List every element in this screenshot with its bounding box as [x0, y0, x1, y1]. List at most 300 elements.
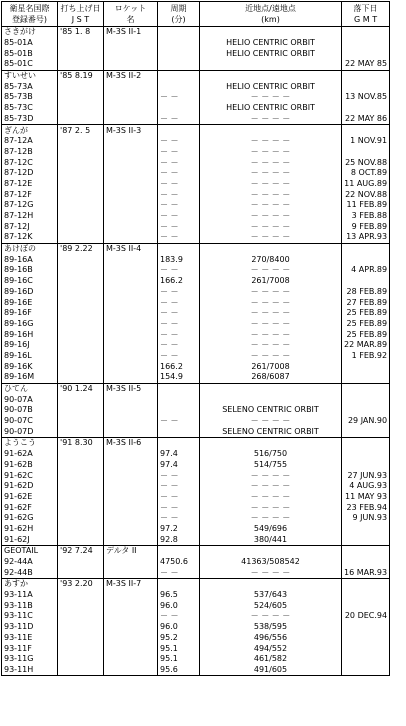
cell-decay-date	[342, 600, 390, 611]
cell-launch-date	[58, 136, 104, 147]
cell-decay-date: 22 MAY 85	[342, 59, 390, 70]
cell-launch-date	[58, 361, 104, 372]
cell-period	[158, 546, 200, 557]
cell-decay-date: 22 NOV.88	[342, 189, 390, 200]
cell-rocket	[104, 567, 158, 578]
cell-decay-date	[342, 524, 390, 535]
cell-decay-date	[342, 590, 390, 601]
cell-decay-date	[342, 426, 390, 437]
cell-rocket	[104, 297, 158, 308]
cell-satellite-name: ひてん	[2, 383, 58, 394]
cell-launch-date	[58, 449, 104, 460]
table-row	[2, 394, 390, 405]
cell-perigee-apogee: － － － －	[200, 136, 342, 147]
cell-rocket	[104, 643, 158, 654]
cell-perigee-apogee: 380/441	[200, 534, 342, 545]
cell-decay-date: 29 JAN.90	[342, 416, 390, 427]
cell-satellite-name: 91-62H	[2, 524, 58, 535]
cell-period: － －	[158, 221, 200, 232]
table-row	[2, 265, 390, 276]
cell-launch-date	[58, 492, 104, 503]
table-body	[2, 27, 390, 676]
table-row	[2, 136, 390, 147]
cell-launch-date	[58, 189, 104, 200]
cell-period: 166.2	[158, 361, 200, 372]
table-row	[2, 513, 390, 524]
cell-rocket: M-3S II-2	[104, 70, 158, 81]
cell-satellite-name: さきがけ	[2, 27, 58, 38]
cell-launch-date	[58, 157, 104, 168]
cell-launch-date	[58, 200, 104, 211]
table-row	[2, 157, 390, 168]
cell-rocket	[104, 481, 158, 492]
cell-decay-date: 22 MAR.89	[342, 340, 390, 351]
cell-decay-date: 13 NOV.85	[342, 92, 390, 103]
cell-period: 4750.6	[158, 557, 200, 568]
cell-launch-date	[58, 502, 104, 513]
header-period: 周期 (分)	[158, 2, 200, 27]
table-row	[2, 179, 390, 190]
cell-rocket	[104, 59, 158, 70]
cell-decay-date: 4 APR.89	[342, 265, 390, 276]
cell-rocket	[104, 611, 158, 622]
cell-period	[158, 405, 200, 416]
cell-decay-date	[342, 534, 390, 545]
cell-satellite-name: 91-62J	[2, 534, 58, 545]
cell-satellite-name: 91-62C	[2, 470, 58, 481]
cell-launch-date	[58, 168, 104, 179]
table-row	[2, 524, 390, 535]
table-row	[2, 319, 390, 330]
cell-decay-date: 25 FEB.89	[342, 308, 390, 319]
cell-satellite-name: 89-16H	[2, 329, 58, 340]
cell-satellite-name: 85-73B	[2, 92, 58, 103]
cell-decay-date	[342, 665, 390, 676]
cell-period	[158, 579, 200, 590]
cell-rocket	[104, 460, 158, 471]
table-row	[2, 557, 390, 568]
cell-launch-date	[58, 221, 104, 232]
cell-rocket	[104, 600, 158, 611]
cell-period: － －	[158, 157, 200, 168]
cell-rocket: M-3S II-1	[104, 27, 158, 38]
cell-decay-date	[342, 449, 390, 460]
cell-satellite-name: 93-11E	[2, 633, 58, 644]
cell-period: － －	[158, 513, 200, 524]
cell-rocket: M-3S II-5	[104, 383, 158, 394]
cell-period: － －	[158, 200, 200, 211]
cell-decay-date: 11 MAY 93	[342, 492, 390, 503]
table-row	[2, 211, 390, 222]
cell-satellite-name: 93-11B	[2, 600, 58, 611]
cell-period: － －	[158, 211, 200, 222]
cell-satellite-name: 90-07A	[2, 394, 58, 405]
cell-perigee-apogee: － － － －	[200, 297, 342, 308]
table-row	[2, 579, 390, 590]
cell-decay-date: 13 APR.93	[342, 232, 390, 243]
cell-perigee-apogee: － － － －	[200, 232, 342, 243]
cell-satellite-name: 85-01B	[2, 48, 58, 59]
cell-launch-date	[58, 114, 104, 125]
table-row	[2, 546, 390, 557]
cell-perigee-apogee: － － － －	[200, 221, 342, 232]
cell-launch-date	[58, 81, 104, 92]
table-row	[2, 449, 390, 460]
cell-rocket: M-3S II-7	[104, 579, 158, 590]
cell-satellite-name: 91-62A	[2, 449, 58, 460]
cell-perigee-apogee	[200, 383, 342, 394]
cell-decay-date	[342, 622, 390, 633]
cell-rocket	[104, 189, 158, 200]
cell-rocket	[104, 351, 158, 362]
cell-rocket	[104, 534, 158, 545]
cell-perigee-apogee: 549/696	[200, 524, 342, 535]
table-row	[2, 502, 390, 513]
cell-satellite-name: GEOTAIL	[2, 546, 58, 557]
table-row	[2, 221, 390, 232]
cell-satellite-name: 92-44A	[2, 557, 58, 568]
cell-decay-date	[342, 254, 390, 265]
cell-launch-date	[58, 600, 104, 611]
cell-period: － －	[158, 189, 200, 200]
cell-launch-date	[58, 416, 104, 427]
cell-perigee-apogee: － － － －	[200, 481, 342, 492]
table-row	[2, 460, 390, 471]
cell-decay-date: 3 FEB.88	[342, 211, 390, 222]
table-row	[2, 416, 390, 427]
cell-launch-date	[58, 590, 104, 601]
cell-rocket	[104, 81, 158, 92]
cell-launch-date	[58, 534, 104, 545]
cell-perigee-apogee: 41363/508542	[200, 557, 342, 568]
cell-satellite-name: 89-16C	[2, 276, 58, 287]
cell-decay-date: 20 DEC.94	[342, 611, 390, 622]
table-row	[2, 168, 390, 179]
cell-perigee-apogee: － － － －	[200, 287, 342, 298]
cell-period	[158, 48, 200, 59]
cell-period: － －	[158, 567, 200, 578]
cell-satellite-name: 87-12A	[2, 136, 58, 147]
cell-perigee-apogee: － － － －	[200, 513, 342, 524]
cell-perigee-apogee: SELENO CENTRIC ORBIT	[200, 405, 342, 416]
cell-satellite-name: 91-62B	[2, 460, 58, 471]
cell-period: － －	[158, 492, 200, 503]
cell-satellite-name: 89-16A	[2, 254, 58, 265]
cell-decay-date	[342, 557, 390, 568]
cell-perigee-apogee: － － － －	[200, 492, 342, 503]
cell-decay-date	[342, 48, 390, 59]
cell-satellite-name: 87-12H	[2, 211, 58, 222]
cell-rocket	[104, 654, 158, 665]
table-row	[2, 470, 390, 481]
cell-rocket	[104, 114, 158, 125]
table-row	[2, 147, 390, 158]
cell-period	[158, 38, 200, 49]
cell-decay-date	[342, 405, 390, 416]
cell-perigee-apogee: HELIO CENTRIC ORBIT	[200, 38, 342, 49]
satellite-orbit-table	[1, 1, 390, 676]
cell-satellite-name: 89-16E	[2, 297, 58, 308]
cell-launch-date	[58, 460, 104, 471]
cell-rocket	[104, 48, 158, 59]
cell-launch-date: '92 7.24	[58, 546, 104, 557]
cell-satellite-name: 93-11C	[2, 611, 58, 622]
cell-satellite-name: 85-73D	[2, 114, 58, 125]
table-row	[2, 200, 390, 211]
table-row	[2, 103, 390, 114]
cell-period	[158, 125, 200, 136]
cell-decay-date: 8 OCT.89	[342, 168, 390, 179]
cell-period: 96.0	[158, 622, 200, 633]
table-row	[2, 243, 390, 254]
table-row	[2, 189, 390, 200]
cell-period: － －	[158, 351, 200, 362]
cell-decay-date: 25 NOV.88	[342, 157, 390, 168]
header-perigee-apogee: 近地点/遠地点 (km)	[200, 2, 342, 27]
cell-launch-date	[58, 481, 104, 492]
cell-launch-date	[58, 103, 104, 114]
cell-period: － －	[158, 136, 200, 147]
table-row	[2, 665, 390, 676]
cell-perigee-apogee: － － － －	[200, 200, 342, 211]
cell-rocket	[104, 405, 158, 416]
cell-satellite-name: 87-12J	[2, 221, 58, 232]
table-row	[2, 70, 390, 81]
cell-satellite-name: 90-07D	[2, 426, 58, 437]
cell-period: 166.2	[158, 276, 200, 287]
cell-decay-date	[342, 460, 390, 471]
cell-perigee-apogee: 524/605	[200, 600, 342, 611]
cell-perigee-apogee: 261/7008	[200, 361, 342, 372]
cell-satellite-name: 93-11G	[2, 654, 58, 665]
cell-perigee-apogee: 494/552	[200, 643, 342, 654]
cell-rocket	[104, 92, 158, 103]
cell-rocket: M-3S II-3	[104, 125, 158, 136]
cell-period: － －	[158, 168, 200, 179]
cell-period	[158, 70, 200, 81]
cell-satellite-name: 92-44B	[2, 567, 58, 578]
cell-launch-date	[58, 405, 104, 416]
cell-perigee-apogee: － － － －	[200, 157, 342, 168]
cell-rocket	[104, 211, 158, 222]
cell-rocket	[104, 38, 158, 49]
cell-period	[158, 438, 200, 449]
cell-satellite-name: 93-11A	[2, 590, 58, 601]
cell-satellite-name: 91-62F	[2, 502, 58, 513]
cell-launch-date: '87 2. 5	[58, 125, 104, 136]
cell-rocket	[104, 179, 158, 190]
cell-decay-date	[342, 147, 390, 158]
cell-perigee-apogee: 268/6087	[200, 372, 342, 383]
cell-rocket: M-3S II-6	[104, 438, 158, 449]
cell-satellite-name: 89-16D	[2, 287, 58, 298]
cell-period: 154.9	[158, 372, 200, 383]
cell-period: 97.4	[158, 449, 200, 460]
cell-decay-date: 25 FEB.89	[342, 329, 390, 340]
cell-period: － －	[158, 416, 200, 427]
cell-period: － －	[158, 319, 200, 330]
cell-perigee-apogee	[200, 125, 342, 136]
cell-period: － －	[158, 297, 200, 308]
table-row	[2, 372, 390, 383]
cell-launch-date	[58, 265, 104, 276]
table-row	[2, 276, 390, 287]
cell-rocket	[104, 513, 158, 524]
cell-launch-date	[58, 557, 104, 568]
cell-perigee-apogee: － － － －	[200, 340, 342, 351]
table-row	[2, 297, 390, 308]
table-row	[2, 340, 390, 351]
cell-period	[158, 103, 200, 114]
cell-launch-date	[58, 319, 104, 330]
cell-period: － －	[158, 308, 200, 319]
cell-period: 97.4	[158, 460, 200, 471]
cell-satellite-name: ぎんが	[2, 125, 58, 136]
cell-rocket	[104, 200, 158, 211]
table-row	[2, 351, 390, 362]
cell-decay-date	[342, 38, 390, 49]
cell-satellite-name: 93-11H	[2, 665, 58, 676]
cell-perigee-apogee: － － － －	[200, 114, 342, 125]
cell-period: － －	[158, 147, 200, 158]
cell-rocket	[104, 319, 158, 330]
cell-launch-date	[58, 179, 104, 190]
cell-launch-date	[58, 329, 104, 340]
cell-period: 183.9	[158, 254, 200, 265]
cell-decay-date	[342, 643, 390, 654]
cell-perigee-apogee: － － － －	[200, 147, 342, 158]
cell-launch-date	[58, 351, 104, 362]
cell-decay-date: 4 AUG.93	[342, 481, 390, 492]
table-row	[2, 125, 390, 136]
cell-launch-date	[58, 643, 104, 654]
cell-rocket	[104, 232, 158, 243]
cell-rocket	[104, 276, 158, 287]
cell-satellite-name: 87-12B	[2, 147, 58, 158]
cell-period: － －	[158, 232, 200, 243]
table-row	[2, 633, 390, 644]
cell-decay-date: 9 FEB.89	[342, 221, 390, 232]
cell-satellite-name: 93-11D	[2, 622, 58, 633]
cell-launch-date	[58, 92, 104, 103]
cell-rocket	[104, 329, 158, 340]
cell-decay-date	[342, 125, 390, 136]
cell-perigee-apogee	[200, 438, 342, 449]
cell-perigee-apogee	[200, 579, 342, 590]
cell-rocket	[104, 590, 158, 601]
cell-perigee-apogee: 514/755	[200, 460, 342, 471]
table-row	[2, 59, 390, 70]
table-row	[2, 600, 390, 611]
cell-launch-date	[58, 211, 104, 222]
table-row	[2, 643, 390, 654]
cell-launch-date	[58, 524, 104, 535]
cell-launch-date	[58, 147, 104, 158]
cell-decay-date	[342, 81, 390, 92]
cell-rocket	[104, 449, 158, 460]
cell-perigee-apogee: 538/595	[200, 622, 342, 633]
table-row	[2, 534, 390, 545]
cell-perigee-apogee: － － － －	[200, 416, 342, 427]
cell-satellite-name: 87-12E	[2, 179, 58, 190]
cell-launch-date	[58, 654, 104, 665]
cell-decay-date	[342, 383, 390, 394]
header-launch-date: 打ち上げ日 J S T	[58, 2, 104, 27]
cell-decay-date: 28 FEB.89	[342, 287, 390, 298]
cell-decay-date: 11 FEB.89	[342, 200, 390, 211]
cell-perigee-apogee	[200, 394, 342, 405]
cell-rocket	[104, 136, 158, 147]
cell-decay-date	[342, 243, 390, 254]
cell-decay-date: 16 MAR.93	[342, 567, 390, 578]
cell-rocket	[104, 372, 158, 383]
cell-rocket	[104, 492, 158, 503]
cell-satellite-name: 85-73A	[2, 81, 58, 92]
cell-period	[158, 81, 200, 92]
cell-rocket	[104, 147, 158, 158]
cell-perigee-apogee: 461/582	[200, 654, 342, 665]
cell-launch-date	[58, 513, 104, 524]
cell-satellite-name: 89-16B	[2, 265, 58, 276]
cell-launch-date	[58, 340, 104, 351]
cell-launch-date	[58, 276, 104, 287]
cell-launch-date	[58, 254, 104, 265]
cell-period: 96.0	[158, 600, 200, 611]
header-decay-date: 落下日 G M T	[342, 2, 390, 27]
cell-period: － －	[158, 114, 200, 125]
cell-period: － －	[158, 179, 200, 190]
cell-satellite-name: 89-16G	[2, 319, 58, 330]
header-satellite-name: 衛星名国際 登録番号)	[2, 2, 58, 27]
cell-period: 95.1	[158, 643, 200, 654]
cell-period: － －	[158, 611, 200, 622]
cell-period: 95.2	[158, 633, 200, 644]
table-row	[2, 654, 390, 665]
cell-launch-date	[58, 567, 104, 578]
cell-period: 97.2	[158, 524, 200, 535]
cell-launch-date	[58, 665, 104, 676]
cell-launch-date	[58, 611, 104, 622]
cell-satellite-name: 89-16F	[2, 308, 58, 319]
cell-satellite-name: 85-73C	[2, 103, 58, 114]
cell-satellite-name: 89-16M	[2, 372, 58, 383]
cell-decay-date	[342, 372, 390, 383]
cell-satellite-name: あすか	[2, 579, 58, 590]
cell-perigee-apogee: － － － －	[200, 265, 342, 276]
cell-satellite-name: 91-62G	[2, 513, 58, 524]
cell-rocket	[104, 665, 158, 676]
cell-rocket	[104, 265, 158, 276]
cell-decay-date: 27 FEB.89	[342, 297, 390, 308]
cell-perigee-apogee: 270/8400	[200, 254, 342, 265]
cell-perigee-apogee: 537/643	[200, 590, 342, 601]
table-row	[2, 567, 390, 578]
cell-period: － －	[158, 481, 200, 492]
cell-period	[158, 59, 200, 70]
cell-perigee-apogee: 261/7008	[200, 276, 342, 287]
cell-launch-date	[58, 426, 104, 437]
header-rocket: ロケット 名	[104, 2, 158, 27]
table-row	[2, 48, 390, 59]
table-row	[2, 287, 390, 298]
header-row	[2, 2, 390, 27]
cell-perigee-apogee: － － － －	[200, 168, 342, 179]
cell-satellite-name: 87-12F	[2, 189, 58, 200]
cell-perigee-apogee: HELIO CENTRIC ORBIT	[200, 48, 342, 59]
cell-satellite-name: あけぼの	[2, 243, 58, 254]
cell-perigee-apogee	[200, 27, 342, 38]
cell-satellite-name: 90-07B	[2, 405, 58, 416]
